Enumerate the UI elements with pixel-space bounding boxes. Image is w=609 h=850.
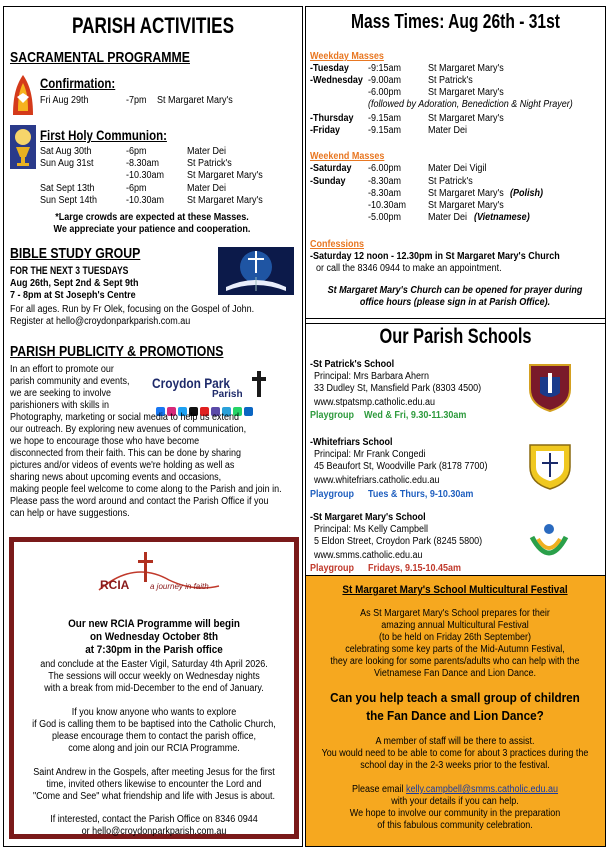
mass-time: -6.00pm <box>368 163 402 174</box>
rcia-contact[interactable]: or hello@croydonparkparish.com.au <box>81 826 227 837</box>
festival-text: they are looking for some parents/adults who can help with the <box>330 656 580 667</box>
publicity-line: we are seeking to involve <box>10 388 112 399</box>
rcia-panel <box>9 537 299 839</box>
communion-date: Sat Sept 13th <box>40 183 95 194</box>
communion-place: Mater Dei <box>187 183 227 194</box>
communion-note: We appreciate your patience and cooperation. <box>53 224 251 235</box>
festival-panel <box>305 575 606 847</box>
festival-text: amazing annual Multicultural Festival <box>381 620 529 631</box>
mass-time: -5.00pm <box>368 212 402 223</box>
mass-day: -Saturday <box>310 163 352 174</box>
festival-text: of this fabulous community celebration. <box>377 820 533 831</box>
weekday-heading: Weekday Masses <box>310 51 384 62</box>
mass-place: St Margaret Mary's <box>428 87 504 98</box>
mass-time: -8.30am <box>368 176 402 187</box>
rcia-text: The sessions will occur weekly on Wednesday nights <box>48 671 260 682</box>
mass-place: St Margaret Mary's <box>428 200 504 211</box>
festival-text: Vietnamese Fan Dance and Lion Dance. <box>374 668 536 679</box>
festival-text: with your details if you can help. <box>391 796 519 807</box>
parish-activities-panel <box>3 6 303 847</box>
rcia-logo-text: RCIA <box>100 578 130 592</box>
mass-place: St Patrick's <box>428 75 473 86</box>
publicity-line: can help or have suggestions. <box>10 508 130 519</box>
school-website[interactable]: www.smms.catholic.edu.au <box>314 550 423 561</box>
mass-language: (Polish) <box>510 188 544 199</box>
communion-heading: First Holy Communion: <box>40 127 167 143</box>
communion-place: St Patrick's <box>187 158 232 169</box>
playgroup-times: Wed & Fri, 9.30-11.30am <box>364 410 467 421</box>
mass-day: -Tuesday <box>310 63 349 74</box>
school-name: -St Patrick's School <box>310 359 395 370</box>
rcia-text: with a break from mid-December to the end of January. <box>44 683 264 694</box>
playgroup-label: Playgroup <box>310 563 355 574</box>
festival-email-line <box>321 784 589 796</box>
mass-place: Mater Dei <box>428 125 468 136</box>
confirmation-heading: Confirmation: <box>40 75 116 91</box>
parish-activities-title: PARISH ACTIVITIES <box>71 13 235 38</box>
bible-study-line: For all ages. Run by Fr Olek, focusing on the Gospel of John. <box>10 304 255 315</box>
st-patricks-crest <box>528 363 572 413</box>
rcia-contact: If interested, contact the Parish Office on 8346 0944 <box>50 814 258 825</box>
festival-text: school day in the 2-3 weeks prior to the festival. <box>360 760 550 771</box>
publicity-line: disconnected from their faith. This can be done by sharing <box>10 448 241 459</box>
mass-times-panel <box>305 6 606 324</box>
communion-date: Sat Aug 30th <box>40 146 92 157</box>
confessions-heading: Confessions <box>310 239 365 250</box>
communion-place: St Margaret Mary's <box>187 170 263 181</box>
playgroup-label: Playgroup <box>310 489 355 500</box>
publicity-line: parishioners with skills in <box>10 400 110 411</box>
communion-time: -8.30am <box>126 158 160 169</box>
mass-day: -Thursday <box>310 113 354 124</box>
communion-date: Sun Sept 14th <box>40 195 98 206</box>
communion-place: St Margaret Mary's <box>187 195 263 206</box>
mass-day: -Wednesday <box>310 75 363 86</box>
cross-icon <box>252 371 266 397</box>
confirmation-time: -7pm <box>126 95 147 106</box>
communion-note: *Large crowds are expected at these Masses. <box>55 212 249 223</box>
rcia-text: and conclude at the Easter Vigil, Saturday 4th April 2026. <box>40 659 268 670</box>
playgroup-times: Fridays, 9.15-10.45am <box>368 563 462 574</box>
school-principal: Principal: Ms Kelly Campbell <box>314 524 429 535</box>
mass-day: -Sunday <box>310 176 346 187</box>
communion-time: -10.30am <box>126 170 165 181</box>
st-margaret-marys-logo <box>526 523 572 563</box>
school-principal: Principal: Mrs Barbara Ahern <box>314 371 430 382</box>
communion-time: -6pm <box>126 146 147 157</box>
publicity-line: making people feel welcome to come along to the Parish and join in. <box>10 484 282 495</box>
festival-question: Can you help teach a small group of children <box>330 690 580 705</box>
school-address: 33 Dudley St, Mansfield Park (8303 4500) <box>314 383 482 394</box>
email-prefix: Please email <box>351 784 406 795</box>
school-name: -Whitefriars School <box>310 437 393 448</box>
confessions-line: or call the 8346 0944 to make an appointment. <box>316 263 502 274</box>
mass-time: -9:15am <box>368 63 402 74</box>
festival-title: St Margaret Mary's School Multicultural Festival <box>342 584 568 596</box>
bible-image <box>218 247 294 295</box>
festival-question: the Fan Dance and Lion Dance? <box>366 708 544 723</box>
publicity-line: In an effort to promote our <box>10 364 114 375</box>
mass-time: -9.15am <box>368 113 402 124</box>
rcia-text: please encourage them to contact the parish office, <box>52 731 256 742</box>
right-column <box>305 6 606 847</box>
publicity-line: sharing news about upcoming events and occasions, <box>10 472 222 483</box>
playgroup-label: Playgroup <box>310 410 355 421</box>
mass-day: -Friday <box>310 125 341 136</box>
festival-text: (to be held on Friday 26th September) <box>378 632 532 643</box>
communion-place: Mater Dei <box>187 146 227 157</box>
rcia-logo <box>94 550 224 602</box>
playgroup-times: Tues & Thurs, 9-10.30am <box>368 489 474 500</box>
school-address: 45 Beaufort St, Woodville Park (8178 7700) <box>314 461 488 472</box>
adoration-note: (followed by Adoration, Benediction & Night Prayer) <box>368 99 573 110</box>
festival-text: celebrating some key parts of the Mid-Autumn Festival, <box>345 644 565 655</box>
bible-study-line: Register at hello@croydonparkparish.com.au <box>10 316 191 327</box>
parish-schools-panel <box>305 318 606 577</box>
weekend-heading: Weekend Masses <box>310 151 385 162</box>
rcia-text: if God is calling them to be baptised into the Catholic Church, <box>32 719 276 730</box>
publicity-line: parish community and events, <box>10 376 130 387</box>
school-principal: Principal: Mr Frank Congedi <box>314 449 426 460</box>
schools-title: Our Parish Schools <box>379 325 532 348</box>
publicity-line: we hope to encourage those who have become <box>10 436 200 447</box>
logo-text: Croydon Park <box>152 375 231 391</box>
mass-place: St Patrick's <box>428 176 473 187</box>
prayer-note: St Margaret Mary's Church can be opened for prayer during <box>327 285 583 296</box>
bible-study-heading: BIBLE STUDY GROUP <box>10 245 141 262</box>
rcia-text: come along and join our RCIA Programme. <box>68 743 240 754</box>
rcia-heading: on Wednesday October 8th <box>90 631 218 643</box>
school-website[interactable]: www.stpatsmp.catholic.edu.au <box>314 397 436 408</box>
confessions-line: -Saturday 12 noon - 12.30pm in St Margaret Mary's Church <box>310 251 560 262</box>
mass-times-title: Mass Times: Aug 26th - 31st <box>351 11 560 33</box>
publicity-line: Photography, marketing or social media to help us extend <box>10 412 239 423</box>
rcia-text: Saint Andrew in the Gospels, after meeting Jesus for the first <box>33 767 275 778</box>
bible-study-line: 7 - 8pm at St Joseph's Centre <box>10 290 136 301</box>
school-address: 5 Eldon Street, Croydon Park (8245 5800) <box>314 536 483 547</box>
publicity-line: pictures and/or videos of events we're holding as well as <box>10 460 235 471</box>
mass-time: -9.15am <box>368 125 402 136</box>
publicity-line: our outreach. By exploring new avenues of communication, <box>10 424 247 435</box>
logo-sub: Parish <box>212 389 243 400</box>
rcia-logo-tag: a journey in faith <box>150 582 209 591</box>
rcia-text: If you know anyone who wants to explore <box>71 707 237 718</box>
whitefriars-crest <box>528 441 572 491</box>
rcia-logo-graphic <box>94 550 224 602</box>
chalice-icon <box>10 125 36 169</box>
rcia-text: "Come and See" what friendship and life with Jesus is about. <box>32 791 276 802</box>
rcia-text: time, invited others likewise to encounter the Lord and <box>46 779 262 790</box>
mass-place: Mater Dei <box>428 212 468 223</box>
publicity-line: Please pass the word around and contact the Parish Office if you <box>10 496 269 507</box>
school-website[interactable]: www.whitefriars.catholic.edu.au <box>314 475 440 486</box>
mass-time: -6.00pm <box>368 87 402 98</box>
confirmation-date: Fri Aug 29th <box>40 95 89 106</box>
sacramental-heading: SACRAMENTAL PROGRAMME <box>10 49 190 66</box>
communion-date: Sun Aug 31st <box>40 158 94 169</box>
festival-text: A member of staff will be there to assist. <box>375 736 535 747</box>
festival-text: You would need to be able to come for about 3 practices during the <box>321 748 589 759</box>
mass-place: Mater Dei Vigil <box>428 163 487 174</box>
communion-time: -10.30am <box>126 195 165 206</box>
festival-text: As St Margaret Mary's School prepares for their <box>360 608 550 619</box>
publicity-heading: PARISH PUBLICITY & PROMOTIONS <box>10 343 224 360</box>
festival-text: We hope to involve our community in the preparation <box>349 808 561 819</box>
mass-place: St Margaret Mary's <box>428 113 504 124</box>
school-name: -St Margaret Mary's School <box>310 512 426 523</box>
linkedin-icon[interactable] <box>244 407 253 416</box>
communion-time: -6pm <box>126 183 147 194</box>
email-link[interactable]: kelly.campbell@smms.catholic.edu.au <box>405 784 559 795</box>
mass-place: St Margaret Mary's <box>428 63 504 74</box>
bible-study-line: FOR THE NEXT 3 TUESDAYS <box>10 265 129 277</box>
prayer-note: office hours (please sign in at Parish Office). <box>359 297 551 308</box>
confirmation-place: St Margaret Mary's <box>157 95 233 106</box>
holy-spirit-icon <box>10 73 36 117</box>
mass-place: St Margaret Mary's <box>428 188 504 199</box>
rcia-heading: at 7:30pm in the Parish office <box>85 644 223 656</box>
mass-language: (Vietnamese) <box>474 212 530 223</box>
mass-time: -10.30am <box>368 200 407 211</box>
mass-time: -9.00am <box>368 75 402 86</box>
mass-time: -8.30am <box>368 188 402 199</box>
rcia-heading: Our new RCIA Programme will begin <box>68 618 240 630</box>
bible-study-line: Aug 26th, Sept 2nd & Sept 9th <box>10 278 139 289</box>
